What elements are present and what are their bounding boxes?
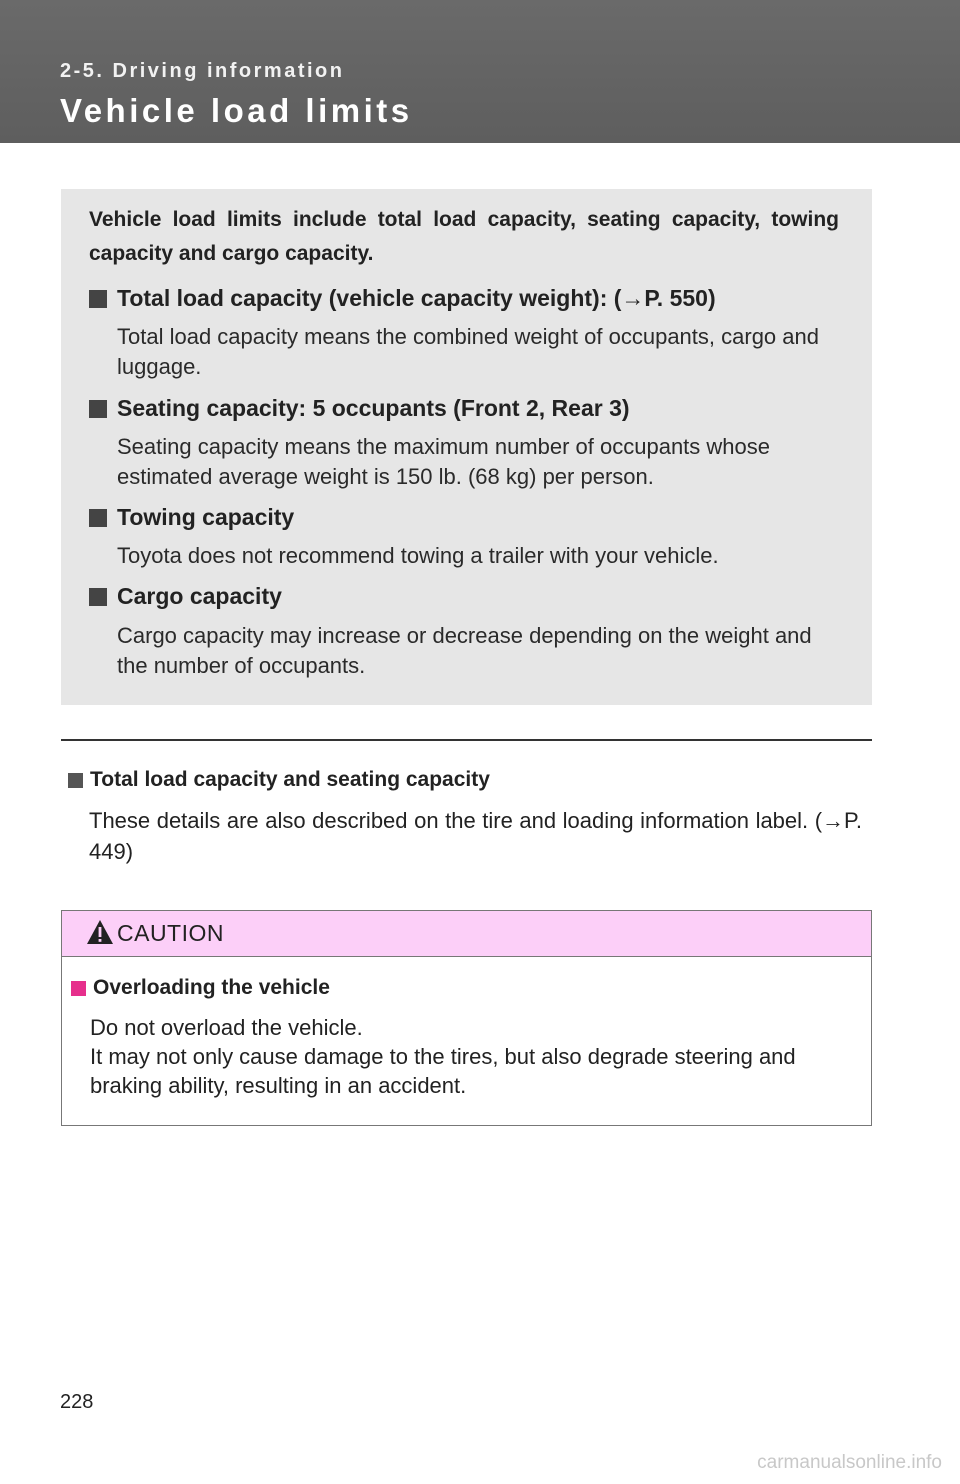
item-body-total-load: Total load capacity means the combined weight of occupants, cargo and luggage.: [117, 324, 819, 379]
item-body-towing: Toyota does not recommend towing a trailer with your vehicle.: [117, 543, 719, 568]
warning-triangle-icon: [86, 919, 114, 950]
note-heading-text: Total load capacity and seating capacity: [90, 768, 490, 791]
square-bullet-icon: [71, 981, 86, 996]
caution-title: [71, 976, 330, 1000]
square-bullet-icon: [89, 588, 107, 606]
caution-box: [61, 910, 872, 1126]
item-heading-cargo: [89, 583, 282, 610]
caution-label: CAUTION: [117, 920, 224, 946]
item-heading-text: Towing capacity: [117, 504, 295, 530]
caution-text: [90, 1013, 870, 1100]
note-heading: [68, 768, 490, 792]
item-body-seating: Seating capacity means the maximum number of occupants whose estimated average weight is 150 lb. (68 kg) per person.: [117, 434, 770, 489]
section-label: 2-5. Driving information: [60, 60, 345, 82]
item-heading-total-load: [89, 285, 716, 312]
caution-title-text: Overloading the vehicle: [93, 976, 330, 999]
item-heading-text: Cargo capacity: [117, 583, 282, 609]
page-title: Vehicle load limits: [60, 92, 413, 129]
caution-line-1: Do not overload the vehicle.: [90, 1015, 363, 1040]
caution-line-2: It may not only cause damage to the tires, but also degrade steering and braking ability, resulting in an accident.: [90, 1044, 796, 1098]
square-bullet-icon: [89, 290, 107, 308]
item-heading-text: Total load capacity (vehicle capacity weight): (→P. 550): [117, 285, 716, 311]
square-bullet-icon: [89, 400, 107, 418]
page-header: [0, 0, 960, 143]
section-divider: [61, 739, 872, 741]
item-heading-towing: [89, 504, 294, 531]
caution-header: [62, 911, 871, 957]
page-number: 228: [60, 1391, 94, 1413]
square-bullet-icon: [89, 509, 107, 527]
item-heading-seating: [89, 395, 630, 422]
item-heading-text: Seating capacity: 5 occupants (Front 2, Rear 3): [117, 395, 630, 421]
summary-intro: Vehicle load limits include total load capacity, seating capacity, towing capacity and cargo capacity.: [89, 208, 839, 265]
item-body-cargo: Cargo capacity may increase or decrease depending on the weight and the number of occupants.: [117, 623, 812, 678]
watermark: carmanualsonline.info: [757, 1452, 942, 1473]
note-body: These details are also described on the tire and loading information label. (→P. 449): [89, 808, 862, 864]
square-bullet-icon: [68, 773, 83, 788]
